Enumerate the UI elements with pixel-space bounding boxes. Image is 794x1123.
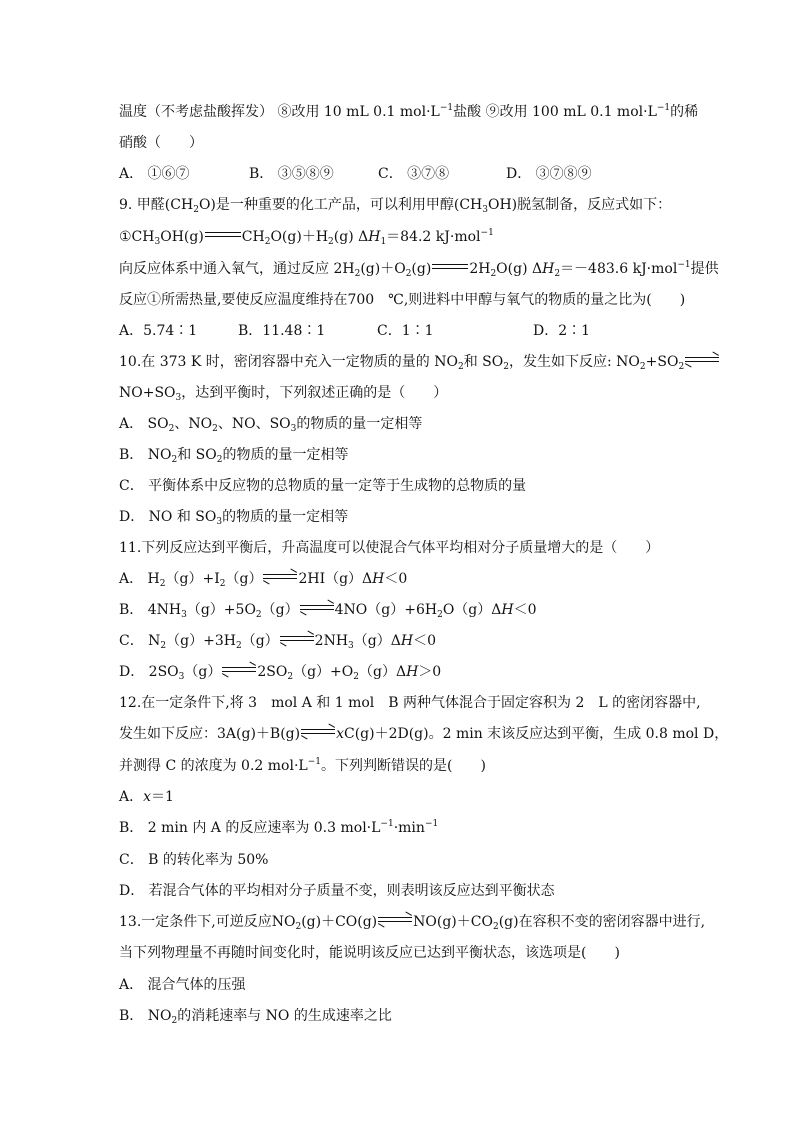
q9-option-c: C．1∶1 [377,323,434,339]
q8-option-c: C． ③⑦⑧ [378,166,450,182]
reversible-arrow [300,603,334,613]
q12-stem-3: 并测得 C 的浓度为 0.2 $mol\cdot L^{-1}$。下列判断错误的是( ) [119,757,486,774]
q10-stem-2: $NO+SO_3$，达到平衡时，下列叙述正确的是（ ） [119,385,448,403]
q10-option-c: C． 平衡体系中反应物的总物质的量一定等于生成物的总物质的量 [119,478,527,494]
q8-option-b: B． ③⑤⑧⑨ [249,166,334,182]
reversible-arrow [378,915,412,925]
double-equals-sign [432,263,468,271]
q13-stem-1: 13.一定条件下,可逆反应$NO_2(g)+CO(g)$ $NO(g)+CO_2(g)$在容积不变的密闭容器中进行, [119,912,705,932]
q10-option-d: D． NO 和 $SO_3$的物质的量一定相等 [119,509,349,527]
q12-stem-2: 发生如下反应：3A(g)＋B(g) xC(g)＋2D(g)。2 min 末该反应达到平衡，生成 0.8 mol D， [119,724,728,744]
q9-option-b: B．11.48∶1 [238,323,326,339]
reversible-arrow [301,727,335,737]
q8-line1: 温度（不考虑盐酸挥发） ⑧改用 10 mL 0.1 $mol\cdot L^{-1}$盐酸 ⑨改用 100 mL 0.1 $mol\cdot L^{-1}$的稀 [119,103,699,120]
q11-stem: 11.下列反应达到平衡后，升高温度可以使混合气体平均相对分子质量增大的是（ ） [119,540,660,556]
q11-option-a: A． $H_2(g)+I_2(g)$ 2HI（g）ΔH＜0 [119,569,407,589]
q9-equation-1: $①CH_3OH(g)$ $CH_2O(g)+H_2(g)$ $\Delta H_1=84.2$ kJ·mol$^{-1}$ [119,228,494,247]
double-equals-sign [205,231,241,239]
q9-option-d: D．2∶1 [533,323,591,339]
q11-option-b: B． $4NH_3(g)+5O_2(g)$ $4NO(g)+6H_2O(g)\Delta H<0$ [119,600,537,620]
q10-option-a: A． $SO_2$、$NO_2$、NO、$SO_3$的物质的量一定相等 [119,416,423,434]
q8-option-d: D． ③⑦⑧⑨ [506,166,592,182]
q10-option-b: B． $NO_2$和 $SO_2$的物质的量一定相等 [119,447,349,465]
q12-option-c: C． B 的转化率为 50% [119,852,269,868]
q11-option-d: D． $2SO_3(g)$ $2SO_2(g)+O_2(g)\Delta H>0$ [119,662,441,682]
q12-option-d: D． 若混合气体的平均相对分子质量不变，则表明该反应达到平衡状态 [119,883,555,899]
q9-text-2: 向反应体系中通入氧气，通过反应 $2H_2(g)+O_2(g)$ $2H_2O(g)$ $\Delta H_2=-483.6$ kJ·mol$^{-1}$提供 [119,260,719,279]
q11-option-c: C． $N_2(g)+3H_2(g)$ $2NH_3(g)\Delta H<0$ [119,631,436,651]
reversible-arrow [280,634,314,644]
q13-stem-2: 当下列物理量不再随时间变化时，能说明该反应已达到平衡状态，该选项是( ) [119,945,620,961]
reversible-arrow [685,355,719,365]
q12-stem-1: 12.在一定条件下,将 3 mol A 和 1 mol B 两种气体混合于固定容积为 2 L 的密闭容器中, [119,695,701,711]
reversible-arrow [263,572,297,582]
q8-option-a: A． ①⑥⑦ [119,166,190,182]
q9-stem: 9. 甲醛$(CH_2O)$是一种重要的化工产品，可以利用甲醇$(CH_3OH)$脱氢制备，反应式如下： [119,197,672,215]
q12-option-a: A．x＝1 [119,789,174,805]
q13-option-b: B． $NO_2$的消耗速率与 NO 的生成速率之比 [119,1008,392,1026]
reversible-arrow [222,665,256,675]
q10-stem: 10.在 373 K 时，密闭容器中充入一定物质的量的 $NO_2$和 $SO_2$，发生如下反应: $NO_2+SO_2$ [119,352,720,372]
q13-option-a: A． 混合气体的压强 [119,977,246,993]
q8-line2: 硝酸（ ） [119,135,203,151]
q9-option-a: A．5.74∶1 [119,323,198,339]
q9-text-3: 反应①所需热量,要使反应温度维持在700 ℃,则进料中甲醇与氧气的物质的量之比为( ) [119,292,686,308]
q12-option-b: B． 2 min 内 A 的反应速率为 0.3 $mol\cdot L^{-1}\cdot\min^{-1}$ [119,819,439,836]
